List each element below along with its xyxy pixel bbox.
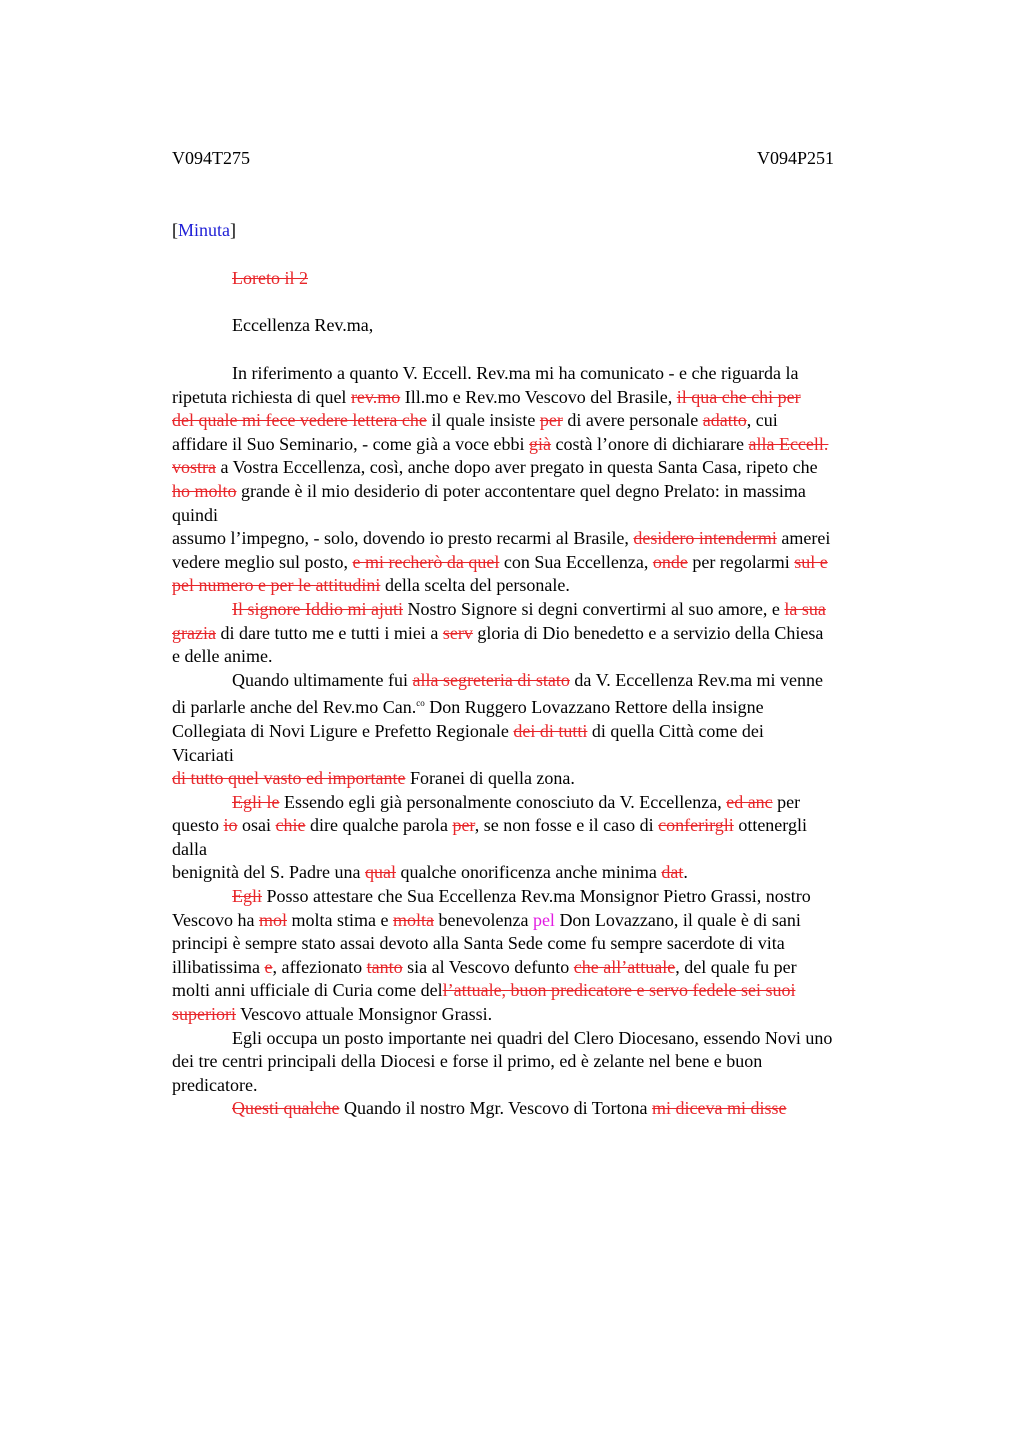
text-segment: con Sua Eccellenza, bbox=[499, 551, 653, 572]
draft-label bbox=[172, 219, 236, 241]
deleted-text: mi diceva mi disse bbox=[652, 1098, 787, 1119]
text-segment: Collegiata di Novi Ligure e Prefetto Regionale bbox=[172, 720, 514, 741]
deleted-text: Egli bbox=[232, 886, 262, 907]
text-segment: , affezionato bbox=[272, 956, 367, 977]
document-code-right: V094P251 bbox=[757, 148, 835, 168]
text-segment: da V. Eccellenza Rev.ma mi venne bbox=[569, 669, 823, 690]
text-line bbox=[172, 1074, 932, 1098]
deleted-text: onde bbox=[652, 551, 688, 572]
text-segment: Ill.mo e Rev.mo Vescovo del Brasile, bbox=[400, 386, 677, 407]
text-line bbox=[172, 909, 932, 933]
deleted-text: vostra bbox=[172, 457, 216, 478]
text-line bbox=[172, 551, 932, 575]
deleted-text: che all’attuale bbox=[573, 956, 676, 977]
deleted-text: e bbox=[264, 956, 273, 977]
text-segment: osai bbox=[237, 815, 276, 836]
deleted-text: ho molto bbox=[172, 480, 237, 501]
deleted-text: mol bbox=[258, 909, 287, 930]
deleted-text: la sua bbox=[784, 598, 826, 619]
text-segment: ottenergli bbox=[733, 815, 807, 836]
text-segment: ripetuta richiesta di quel bbox=[172, 386, 351, 407]
text-segment: Don Ruggero Lovazzano Rettore della insigne bbox=[424, 697, 764, 718]
text-segment: vedere meglio sul posto, bbox=[172, 551, 353, 572]
text-segment: , se non fosse e il caso di bbox=[474, 815, 659, 836]
letter-body bbox=[172, 362, 932, 1121]
text-line bbox=[172, 1027, 932, 1051]
text-line bbox=[172, 527, 932, 551]
text-segment: benevolenza bbox=[433, 909, 533, 930]
text-segment: , cui bbox=[746, 410, 778, 431]
text-segment: questo bbox=[172, 815, 224, 836]
text-segment: per regolarmi bbox=[687, 551, 795, 572]
text-line bbox=[172, 791, 932, 815]
text-segment: Nostro Signore si degni convertirmi al suo amore, e bbox=[402, 598, 785, 619]
text-segment: e delle anime. bbox=[172, 646, 273, 667]
deleted-text: serv bbox=[442, 622, 473, 643]
text-segment: di avere personale bbox=[562, 410, 703, 431]
deleted-text: dei di tutti bbox=[513, 720, 588, 741]
deleted-text: del quale mi fece vedere lettera che bbox=[172, 410, 427, 431]
draft-label-text: Minuta bbox=[178, 220, 230, 240]
text-segment: il quale insiste bbox=[426, 410, 540, 431]
text-line bbox=[172, 669, 932, 693]
text-segment: Don Lovazzano, il quale è di sani bbox=[554, 909, 801, 930]
text-segment: In riferimento a quanto V. Eccell. Rev.ma mi ha comunicato - e che riguarda la bbox=[232, 363, 799, 383]
text-segment: . bbox=[683, 862, 688, 883]
text-segment: per bbox=[772, 791, 801, 812]
deleted-text: alla Eccell. bbox=[748, 433, 829, 454]
deleted-text: qual bbox=[364, 862, 396, 883]
text-line bbox=[172, 885, 932, 909]
deleted-text: grazia bbox=[172, 622, 216, 643]
text-segment: dire qualche parola bbox=[305, 815, 453, 836]
bracket-close: ] bbox=[230, 220, 236, 240]
text-segment: predicatore. bbox=[172, 1074, 258, 1095]
text-segment: qualche onorificenza anche minima bbox=[395, 862, 662, 883]
document-code-left: V094T275 bbox=[172, 148, 250, 168]
deleted-text: dat bbox=[661, 862, 684, 883]
text-segment: Egli occupa un posto importante nei quadri del Clero Diocesano, essendo Novi uno bbox=[232, 1027, 833, 1048]
text-segment: Vescovo attuale Monsignor Grassi. bbox=[235, 1004, 493, 1025]
text-line bbox=[172, 1003, 932, 1027]
text-segment: sia al Vescovo defunto bbox=[402, 956, 574, 977]
text-segment: Quando ultimamente fui bbox=[232, 669, 413, 690]
deleted-text: pel numero e per le attitudini bbox=[172, 575, 381, 596]
text-segment: affidare il Suo Seminario, - come già a voce ebbi bbox=[172, 433, 530, 454]
text-segment: Essendo egli già personalmente conosciuto da V. Eccellenza, bbox=[279, 791, 727, 812]
text-segment: di quella Città come dei bbox=[587, 720, 764, 741]
deleted-text: tanto bbox=[366, 956, 403, 977]
text-segment: Foranei di quella zona. bbox=[405, 768, 575, 789]
deleted-text: molta bbox=[392, 909, 434, 930]
text-line bbox=[172, 622, 932, 646]
text-line bbox=[172, 720, 932, 744]
deleted-text: l’attuale, buon predicatore e servo fedele sei suoi bbox=[442, 980, 796, 1001]
salutation: Eccellenza Rev.ma, bbox=[232, 315, 374, 335]
text-segment: Vescovo ha bbox=[172, 909, 259, 930]
text-segment: dalla bbox=[172, 838, 207, 859]
text-line bbox=[172, 386, 932, 410]
text-segment: Vicariati bbox=[172, 744, 234, 765]
text-segment: principi è sempre stato assai devoto alla Santa Sede come fu sempre sacerdote di vita bbox=[172, 933, 785, 954]
text-segment: Quando il nostro Mgr. Vescovo di Tortona bbox=[339, 1098, 653, 1119]
deleted-text: Questi qualche bbox=[232, 1098, 340, 1119]
bracket-open: [ bbox=[172, 220, 178, 240]
text-segment: della scelta del personale. bbox=[380, 575, 570, 596]
text-segment: costà l’onore di dichiarare bbox=[551, 433, 749, 454]
text-line bbox=[172, 767, 932, 791]
text-segment: gloria di Dio benedetto e a servizio della Chiesa bbox=[472, 622, 824, 643]
deleted-text: alla segreteria di stato bbox=[412, 669, 570, 690]
text-line bbox=[172, 456, 932, 480]
deleted-text: desidero intendermi bbox=[633, 528, 777, 549]
text-line bbox=[172, 645, 932, 669]
superscript-text: co bbox=[416, 698, 425, 709]
deleted-text: Il signore Iddio mi ajuti bbox=[232, 598, 403, 619]
text-line bbox=[172, 504, 932, 528]
text-line bbox=[172, 692, 932, 720]
text-segment: dei tre centri principali della Diocesi e forse il primo, ed è zelante nel bene e buon bbox=[172, 1051, 763, 1072]
text-segment: grande è il mio desiderio di poter accontentare quel degno Prelato: in massima bbox=[236, 480, 806, 501]
deleted-text: chie bbox=[275, 815, 306, 836]
text-line bbox=[172, 861, 932, 885]
deleted-text: già bbox=[529, 433, 552, 454]
deleted-text: per bbox=[539, 410, 563, 431]
text-line bbox=[172, 838, 932, 862]
text-line bbox=[172, 1097, 932, 1121]
text-line bbox=[172, 1050, 932, 1074]
text-line bbox=[172, 574, 932, 598]
deleted-text: Loreto il 2 bbox=[232, 268, 308, 288]
struck-place-date bbox=[232, 267, 308, 289]
deleted-text: e mi recherò da quel bbox=[352, 551, 500, 572]
text-line bbox=[172, 480, 932, 504]
text-segment: Posso attestare che Sua Eccellenza Rev.ma Monsignor Pietro Grassi, nostro bbox=[262, 886, 811, 907]
text-segment: a Vostra Eccellenza, così, anche dopo aver pregato in questa Santa Casa, ripeto che bbox=[216, 457, 818, 478]
text-line bbox=[172, 433, 932, 457]
deleted-text: per bbox=[452, 815, 475, 836]
text-line bbox=[172, 362, 932, 386]
deleted-text: sul e bbox=[794, 551, 828, 572]
text-segment: benignità del S. Padre una bbox=[172, 862, 365, 883]
deleted-text: Egli le bbox=[232, 791, 280, 812]
text-line bbox=[172, 956, 932, 980]
text-segment: di dare tutto me e tutti i miei a bbox=[215, 622, 443, 643]
text-segment: assumo l’impegno, - solo, dovendo io presto recarmi al Brasile, bbox=[172, 528, 634, 549]
text-line bbox=[172, 598, 932, 622]
text-line bbox=[172, 814, 932, 838]
text-segment: molti anni ufficiale di Curia come del bbox=[172, 980, 443, 1001]
deleted-text: superiori bbox=[172, 1004, 236, 1025]
highlighted-text: pel bbox=[532, 909, 555, 930]
deleted-text: ed anc bbox=[726, 791, 773, 812]
text-segment: di parlarle anche del Rev.mo Can. bbox=[172, 697, 417, 718]
text-segment: illibatissima bbox=[172, 956, 265, 977]
text-line bbox=[172, 979, 932, 1003]
text-segment: amerei bbox=[776, 528, 831, 549]
deleted-text: adatto bbox=[702, 410, 747, 431]
text-line bbox=[172, 409, 932, 433]
text-line bbox=[172, 744, 932, 768]
deleted-text: conferirgli bbox=[658, 815, 734, 836]
deleted-text: di tutto quel vasto ed importante bbox=[172, 768, 406, 789]
text-segment: , del quale fu per bbox=[675, 956, 797, 977]
deleted-text: rev.mo bbox=[350, 386, 401, 407]
text-segment: quindi bbox=[172, 504, 219, 525]
text-segment: molta stima e bbox=[287, 909, 393, 930]
text-line bbox=[172, 932, 932, 956]
deleted-text: il qua che chi per bbox=[676, 386, 801, 407]
deleted-text: io bbox=[223, 815, 238, 836]
